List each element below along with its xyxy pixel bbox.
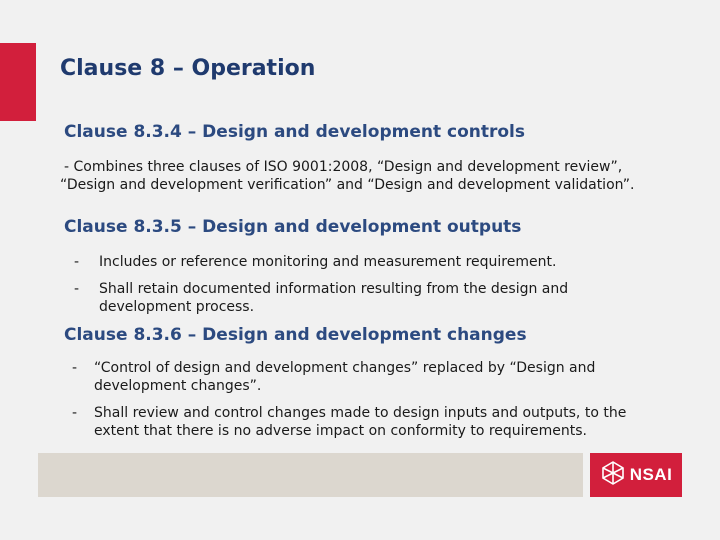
footer-band — [38, 453, 583, 497]
bullet-text: extent that there is no adverse impact on conformity to requirements. — [94, 423, 587, 439]
bullet-text: development process. — [99, 299, 255, 315]
nsai-logo — [590, 453, 682, 497]
section-heading-8-3-6: Clause 8.3.6 – Design and development changes — [64, 325, 527, 345]
bullet-dash: - — [72, 405, 78, 421]
nsai-logo-icon — [600, 460, 626, 490]
bullet-text: development changes”. — [94, 378, 262, 394]
section-8-3-4-text-line1: - Combines three clauses of ISO 9001:2008, “Design and development review”, — [64, 159, 623, 175]
bullet-text: Shall review and control changes made to design inputs and outputs, to the — [94, 405, 627, 421]
section-heading-8-3-4: Clause 8.3.4 – Design and development controls — [64, 122, 525, 142]
bullet-text: Includes or reference monitoring and measurement requirement. — [99, 254, 557, 270]
section-8-3-4-text-line2: “Design and development verification” and “Design and development validation”. — [60, 177, 635, 193]
section-heading-8-3-5: Clause 8.3.5 – Design and development outputs — [64, 217, 522, 237]
bullet-text: “Control of design and development changes” replaced by “Design and — [94, 360, 596, 376]
bullet-text: Shall retain documented information resulting from the design and — [99, 281, 569, 297]
slide-title: Clause 8 – Operation — [60, 56, 316, 81]
bullet-dash: - — [74, 254, 80, 270]
accent-bar — [0, 43, 36, 121]
bullet-dash: - — [74, 281, 80, 297]
nsai-logo-text: NSAI — [629, 465, 673, 484]
bullet-dash: - — [72, 360, 78, 376]
